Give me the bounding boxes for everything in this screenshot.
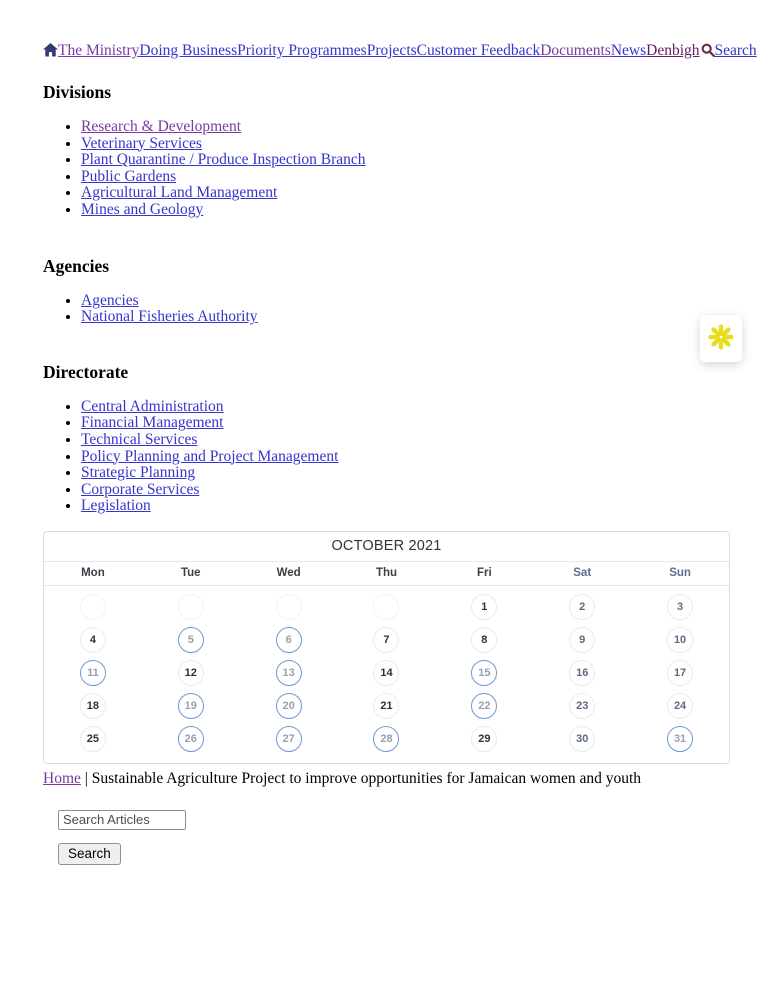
nav-link[interactable]: Projects <box>366 42 417 59</box>
nav-link[interactable]: Denbigh <box>646 42 700 59</box>
calendar-day[interactable]: 22 <box>471 693 497 719</box>
calendar-day-cell <box>435 657 533 690</box>
calendar-day-cell <box>631 690 729 723</box>
list-item <box>81 293 730 310</box>
calendar-day-cell <box>533 723 631 756</box>
calendar-day[interactable]: 20 <box>276 693 302 719</box>
asterisk-icon <box>707 323 735 354</box>
list-item <box>81 415 730 432</box>
calendar-day[interactable]: 27 <box>276 726 302 752</box>
list-item <box>81 152 730 169</box>
calendar-day[interactable]: 11 <box>80 660 106 686</box>
nav-search-link[interactable]: Search <box>714 42 757 59</box>
calendar-day[interactable]: 3 <box>667 594 693 620</box>
calendar-day[interactable]: 30 <box>569 726 595 752</box>
calendar-day[interactable]: 9 <box>569 627 595 653</box>
section-divisions <box>43 82 730 219</box>
calendar-day[interactable]: 2 <box>569 594 595 620</box>
search-icon <box>700 42 715 59</box>
division-link[interactable]: Mines and Geology <box>81 200 204 218</box>
division-link[interactable]: Veterinary Services <box>81 134 202 152</box>
calendar-day-cell <box>240 690 338 723</box>
nav-link[interactable]: Customer Feedback <box>416 42 541 59</box>
agencies-heading: Agencies <box>43 255 110 276</box>
calendar-day[interactable] <box>373 594 399 620</box>
calendar-day-grid <box>44 586 729 763</box>
directorate-link[interactable]: Central Administration <box>81 397 224 415</box>
calendar-day-cell <box>435 723 533 756</box>
calendar-weekday-label: Thu <box>375 567 398 580</box>
page-title: Sustainable Agriculture Project to improve opportunities for Jamaican women and youth <box>91 769 642 787</box>
calendar-day-cell <box>338 723 436 756</box>
calendar-day-cell <box>44 690 142 723</box>
calendar-day[interactable]: 25 <box>80 726 106 752</box>
calendar-day[interactable]: 8 <box>471 627 497 653</box>
nav-links <box>58 42 700 59</box>
calendar-day[interactable] <box>276 594 302 620</box>
calendar-day[interactable]: 13 <box>276 660 302 686</box>
calendar-weekday-label: Fri <box>477 567 492 580</box>
list-item <box>81 136 730 153</box>
calendar-day-cell <box>44 591 142 624</box>
section-directorate <box>43 362 730 515</box>
calendar-weekday-label: Tue <box>180 567 201 580</box>
calendar-weekday-label: Sun <box>669 567 691 580</box>
calendar-day[interactable]: 28 <box>373 726 399 752</box>
calendar-day-cell <box>435 690 533 723</box>
division-link[interactable]: Plant Quarantine / Produce Inspection Branch <box>81 151 366 169</box>
calendar-day-cell <box>533 657 631 690</box>
directorate-link[interactable]: Technical Services <box>81 430 198 448</box>
nav-link[interactable]: Documents <box>540 42 611 59</box>
calendar-day-cell <box>435 591 533 624</box>
calendar-day[interactable]: 6 <box>276 627 302 653</box>
divisions-heading: Divisions <box>43 82 112 102</box>
calendar-day[interactable]: 15 <box>471 660 497 686</box>
search-articles-input[interactable] <box>58 810 186 830</box>
agencies-list <box>43 293 730 326</box>
list-item <box>81 432 730 449</box>
calendar-day-cell <box>142 624 240 657</box>
list-item <box>81 482 730 499</box>
calendar-weekday-label: Sat <box>573 567 592 580</box>
calendar-day-cell <box>338 591 436 624</box>
directorate-link[interactable]: Corporate Services <box>81 480 200 498</box>
home-link[interactable]: Home <box>43 769 81 787</box>
directorate-link[interactable]: Policy Planning and Project Management <box>81 447 339 465</box>
calendar-weekday-label: Mon <box>81 567 105 580</box>
calendar-day-cell <box>533 591 631 624</box>
calendar-day[interactable]: 10 <box>667 627 693 653</box>
calendar-day-cell <box>338 690 436 723</box>
calendar-day-cell <box>533 624 631 657</box>
article-search <box>58 810 730 865</box>
calendar-day[interactable]: 17 <box>667 660 693 686</box>
calendar-weekday-header <box>44 562 729 586</box>
divisions-list <box>43 119 730 219</box>
calendar-day-cell <box>631 723 729 756</box>
search-articles-button[interactable]: Search <box>58 843 121 865</box>
calendar-day[interactable]: 24 <box>667 693 693 719</box>
nav-link[interactable]: News <box>610 42 647 59</box>
calendar-day-cell <box>44 723 142 756</box>
calendar-day-cell <box>240 657 338 690</box>
agency-link[interactable]: National Fisheries Authority <box>81 308 258 326</box>
agency-link[interactable]: Agencies <box>81 291 139 309</box>
list-item <box>81 399 730 416</box>
calendar-day[interactable]: 7 <box>373 627 399 653</box>
nav-link[interactable]: The Ministry <box>58 42 140 59</box>
list-item <box>81 465 730 482</box>
nav-link[interactable]: Priority Programmes <box>237 42 367 59</box>
calendar-day-cell <box>338 657 436 690</box>
directorate-list <box>43 399 730 515</box>
calendar-day-cell <box>44 657 142 690</box>
calendar-day-cell <box>142 657 240 690</box>
accessibility-widget-button[interactable] <box>700 315 742 362</box>
events-calendar <box>43 531 730 764</box>
calendar-day-cell <box>631 657 729 690</box>
calendar-day[interactable]: 12 <box>178 660 204 686</box>
calendar-day-cell <box>533 690 631 723</box>
list-item <box>81 202 730 219</box>
nav-link[interactable]: Doing Business <box>139 42 238 59</box>
calendar-day[interactable]: 19 <box>178 693 204 719</box>
calendar-day-cell <box>44 624 142 657</box>
directorate-link[interactable]: Legislation <box>81 497 151 515</box>
list-item <box>81 309 730 326</box>
calendar-day[interactable]: 14 <box>373 660 399 686</box>
calendar-day[interactable]: 5 <box>178 627 204 653</box>
top-nav <box>43 42 757 59</box>
calendar-day-cell <box>240 624 338 657</box>
division-link[interactable]: Public Gardens <box>81 167 177 185</box>
calendar-month-title: OCTOBER 2021 <box>44 532 729 562</box>
section-agencies <box>43 256 730 326</box>
calendar-day-cell <box>631 591 729 624</box>
calendar-day-cell <box>142 591 240 624</box>
calendar-day[interactable] <box>80 594 106 620</box>
division-link[interactable]: Research & Development <box>81 118 242 135</box>
list-item <box>81 449 730 466</box>
calendar-day-cell <box>142 690 240 723</box>
calendar-day[interactable]: 26 <box>178 726 204 752</box>
directorate-link[interactable]: Financial Management <box>81 414 224 432</box>
list-item <box>81 119 730 136</box>
calendar-day-cell <box>338 624 436 657</box>
calendar-day[interactable]: 16 <box>569 660 595 686</box>
home-icon[interactable] <box>43 42 58 59</box>
calendar-day-cell <box>240 723 338 756</box>
directorate-link[interactable]: Strategic Planning <box>81 464 196 482</box>
calendar-day[interactable]: 29 <box>471 726 497 752</box>
calendar-day[interactable]: 18 <box>80 693 106 719</box>
calendar-weekday-label: Wed <box>276 567 301 580</box>
breadcrumb-separator: | <box>84 769 88 787</box>
calendar-day[interactable]: 31 <box>667 726 693 752</box>
calendar-day[interactable]: 21 <box>373 693 399 719</box>
calendar-day[interactable]: 4 <box>80 627 106 653</box>
list-item <box>81 185 730 202</box>
breadcrumb <box>43 770 730 788</box>
calendar-day-cell <box>631 624 729 657</box>
directorate-heading: Directorate <box>43 361 129 382</box>
division-link[interactable]: Agricultural Land Management <box>81 184 278 202</box>
calendar-day[interactable]: 23 <box>569 693 595 719</box>
calendar-day-cell <box>435 624 533 657</box>
calendar-day[interactable]: 1 <box>471 594 497 620</box>
calendar-day-cell <box>240 591 338 624</box>
list-item <box>81 498 730 515</box>
list-item <box>81 169 730 186</box>
calendar-day[interactable] <box>178 594 204 620</box>
calendar-day-cell <box>142 723 240 756</box>
